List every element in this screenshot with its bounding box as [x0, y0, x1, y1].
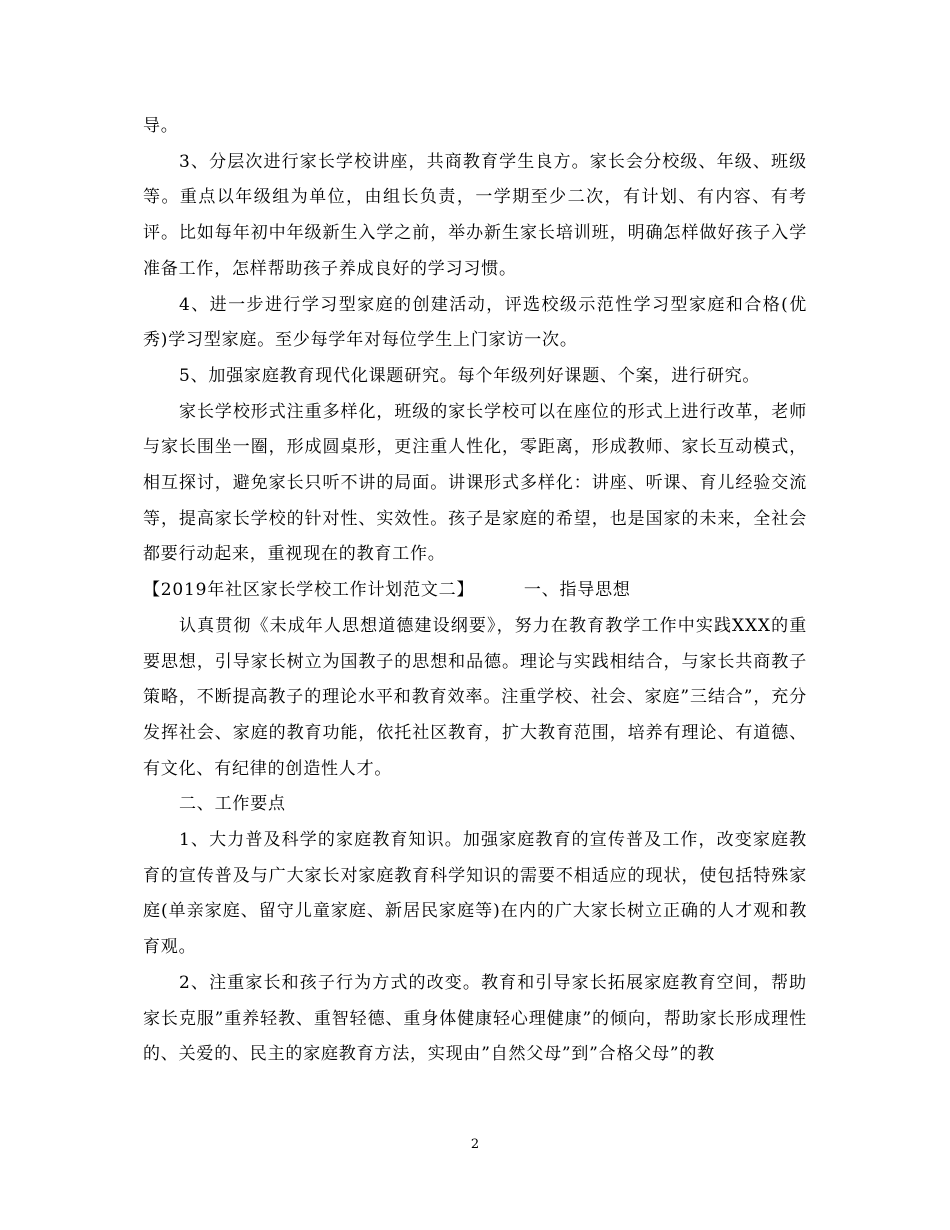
document-body — [143, 109, 807, 1073]
paragraph-point-2: 2、注重家长和孩子行为方式的改变。教育和引导家长拓展家庭教育空间，帮助家长克服”重养轻教、重智轻德、重身体健康轻心理健康”的倾向，帮助家长形成理性的、关爱的、民主的家庭教育方法，实现由”自然父母”到”合格父母”的教 — [143, 972, 807, 1065]
paragraph-format: 家长学校形式注重多样化，班级的家长学校可以在座位的形式上进行改革，老师与家长围坐一圈，形成圆桌形，更注重人性化，零距离，形成教师、家长互动模式，相互探讨，避免家长只听不讲的局面。讲课形式多样化：讲座、听课、育儿经验交流等，提高家长学校的针对性、实效性。孩子是家庭的希望，也是国家的未来，全社会都要行动起来，重视现在的教育工作。 — [143, 401, 807, 565]
paragraph-point-1: 1、大力普及科学的家庭教育知识。加强家庭教育的宣传普及工作，改变家庭教育的宣传普及与广大家长对家庭教育科学知识的需要不相适应的现状，使包括特殊家庭(单亲家庭、留守儿童家庭、新居民家庭等)在内的广大家长树立正确的人才观和教育观。 — [143, 830, 807, 958]
paragraph-item-3: 3、分层次进行家长学校讲座，共商教育学生良方。家长会分校级、年级、班级等。重点以年级组为单位，由组长负责，一学期至少二次，有计划、有内容、有考评。比如每年初中年级新生入学之前，举办新生家长培训班，明确怎样做好孩子入学准备工作，怎样帮助孩子养成良好的学习习惯。 — [143, 151, 807, 279]
paragraph-item-5: 5、加强家庭教育现代化课题研究。每个年级列好课题、个案，进行研究。 — [179, 365, 761, 386]
section-heading: 【2019年社区家长学校工作计划范文二】 一、指导思想 — [143, 580, 631, 601]
paragraph-guiding-thought: 认真贯彻《未成年人思想道德建设纲要》，努力在教育教学工作中实践XXX的重要思想，引导家长树立为国教子的思想和品德。理论与实践相结合，与家长共商教子策略，不断提高教子的理论水平和教育效率。注重学校、社会、家庭”三结合”，充分发挥社会、家庭的教育功能，依托社区教育，扩大教育范围，培养有理论、有道德、有文化、有纪律的创造性人才。 — [143, 615, 807, 779]
subheading-work-points: 二、工作要点 — [179, 794, 286, 815]
paragraph-continuation: 导。 — [143, 116, 179, 136]
paragraph-item-4: 4、进一步进行学习型家庭的创建活动，评选校级示范性学习型家庭和合格(优秀)学习型家庭。至少每学年对每位学生上门家访一次。 — [143, 294, 807, 351]
page-number: 2 — [470, 1137, 480, 1152]
